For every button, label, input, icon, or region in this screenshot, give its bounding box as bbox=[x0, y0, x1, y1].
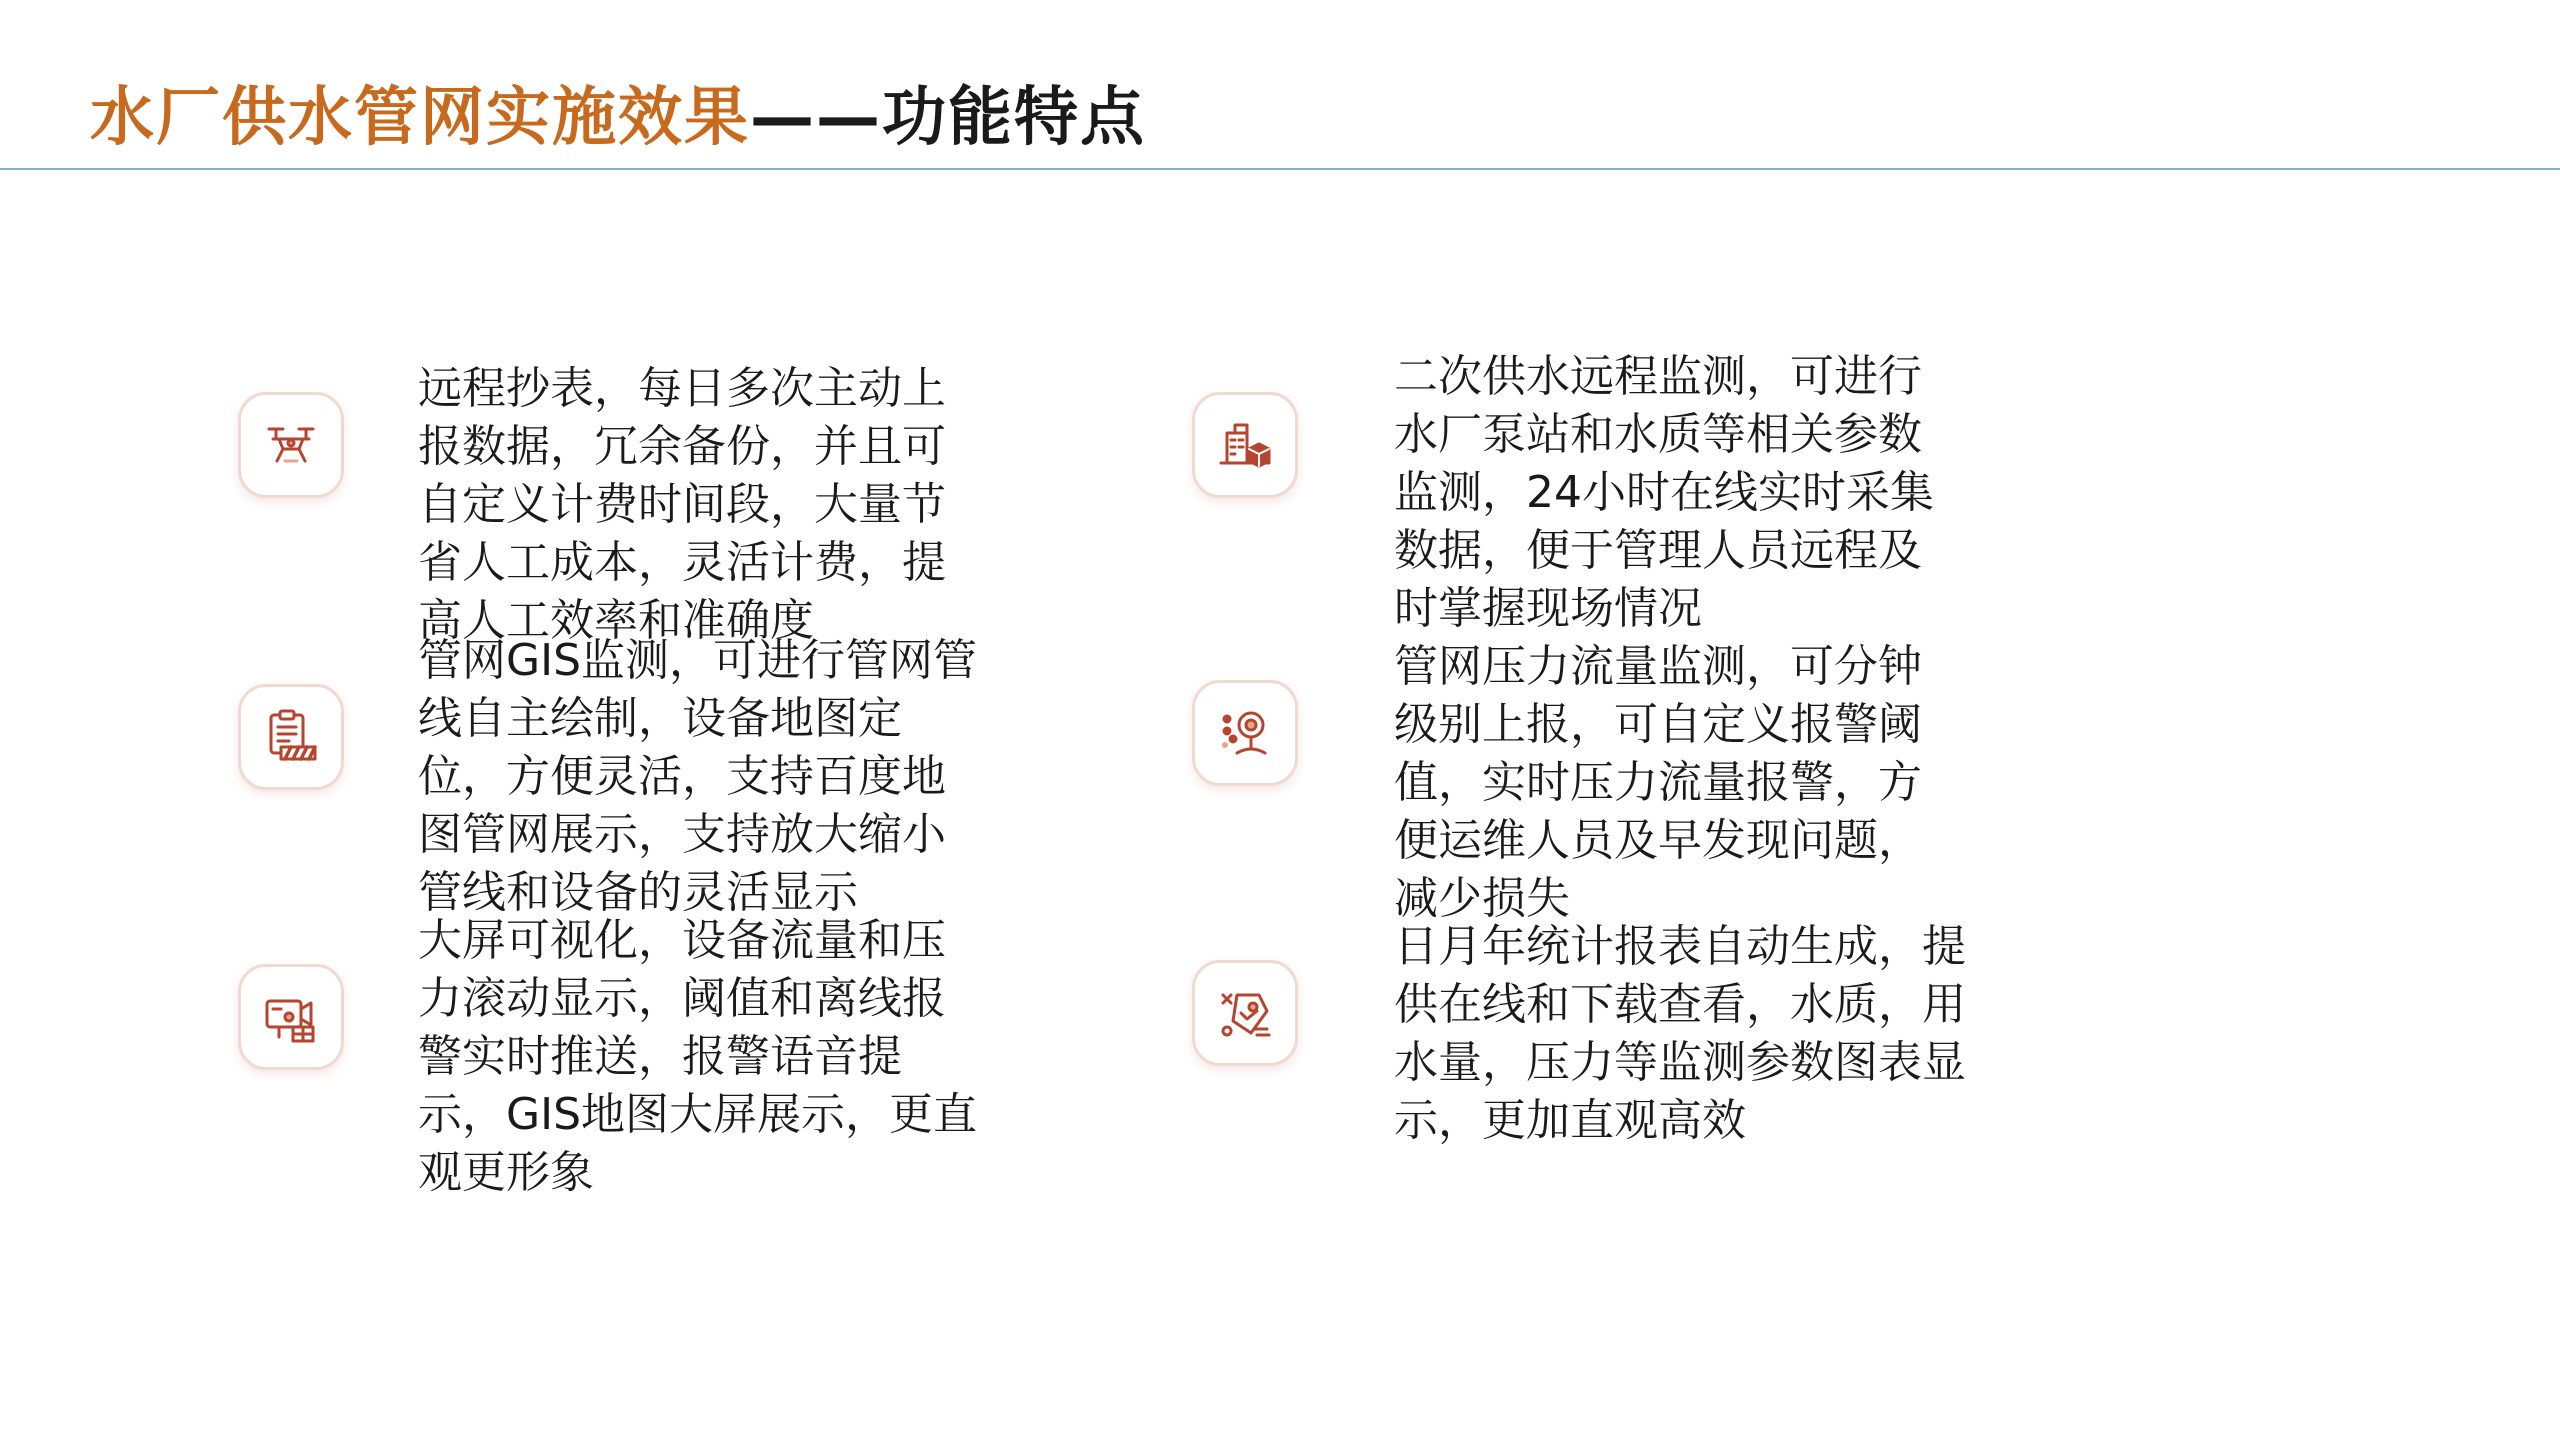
feature-text: 日月年统计报表自动生成，提供在线和下载查看，水质，用水量，压力等监测参数图表显示，更加直观高效 bbox=[1394, 921, 1966, 1146]
title-divider bbox=[0, 168, 2560, 170]
title-accent: 水厂供水管网实施效果 bbox=[90, 81, 750, 155]
title-rest: ——功能特点 bbox=[750, 81, 1146, 155]
feature-text: 远程抄表，每日多次主动上报数据，冗余备份，并且可自定义计费时间段，大量节省人工成本，灵活计费，提高人工效率和准确度 bbox=[418, 363, 946, 646]
camera-screen-icon bbox=[238, 964, 344, 1070]
feature-text: 大屏可视化，设备流量和压力滚动显示，阈值和离线报警实时推送，报警语音提示，GIS地图大屏展示，更直观更形象 bbox=[418, 915, 978, 1198]
feature-text: 管网压力流量监测，可分钟级别上报，可自定义报警阈值，实时压力流量报警，方便运维人员及早发现问题，减少损失 bbox=[1394, 641, 1922, 924]
report-tag-icon bbox=[1192, 960, 1298, 1066]
location-pin-icon bbox=[1192, 680, 1298, 786]
building-box-icon bbox=[1192, 392, 1298, 498]
clipboard-barrier-icon bbox=[238, 684, 344, 790]
drone-icon bbox=[238, 392, 344, 498]
feature-text: 二次供水远程监测，可进行水厂泵站和水质等相关参数监测，24小时在线实时采集数据，便于管理人员远程及时掌握现场情况 bbox=[1394, 351, 1934, 634]
page-title bbox=[90, 78, 1146, 158]
feature-text: 管网GIS监测，可进行管网管线自主绘制，设备地图定位，方便灵活，支持百度地图管网展示，支持放大缩小管线和设备的灵活显示 bbox=[418, 635, 978, 918]
